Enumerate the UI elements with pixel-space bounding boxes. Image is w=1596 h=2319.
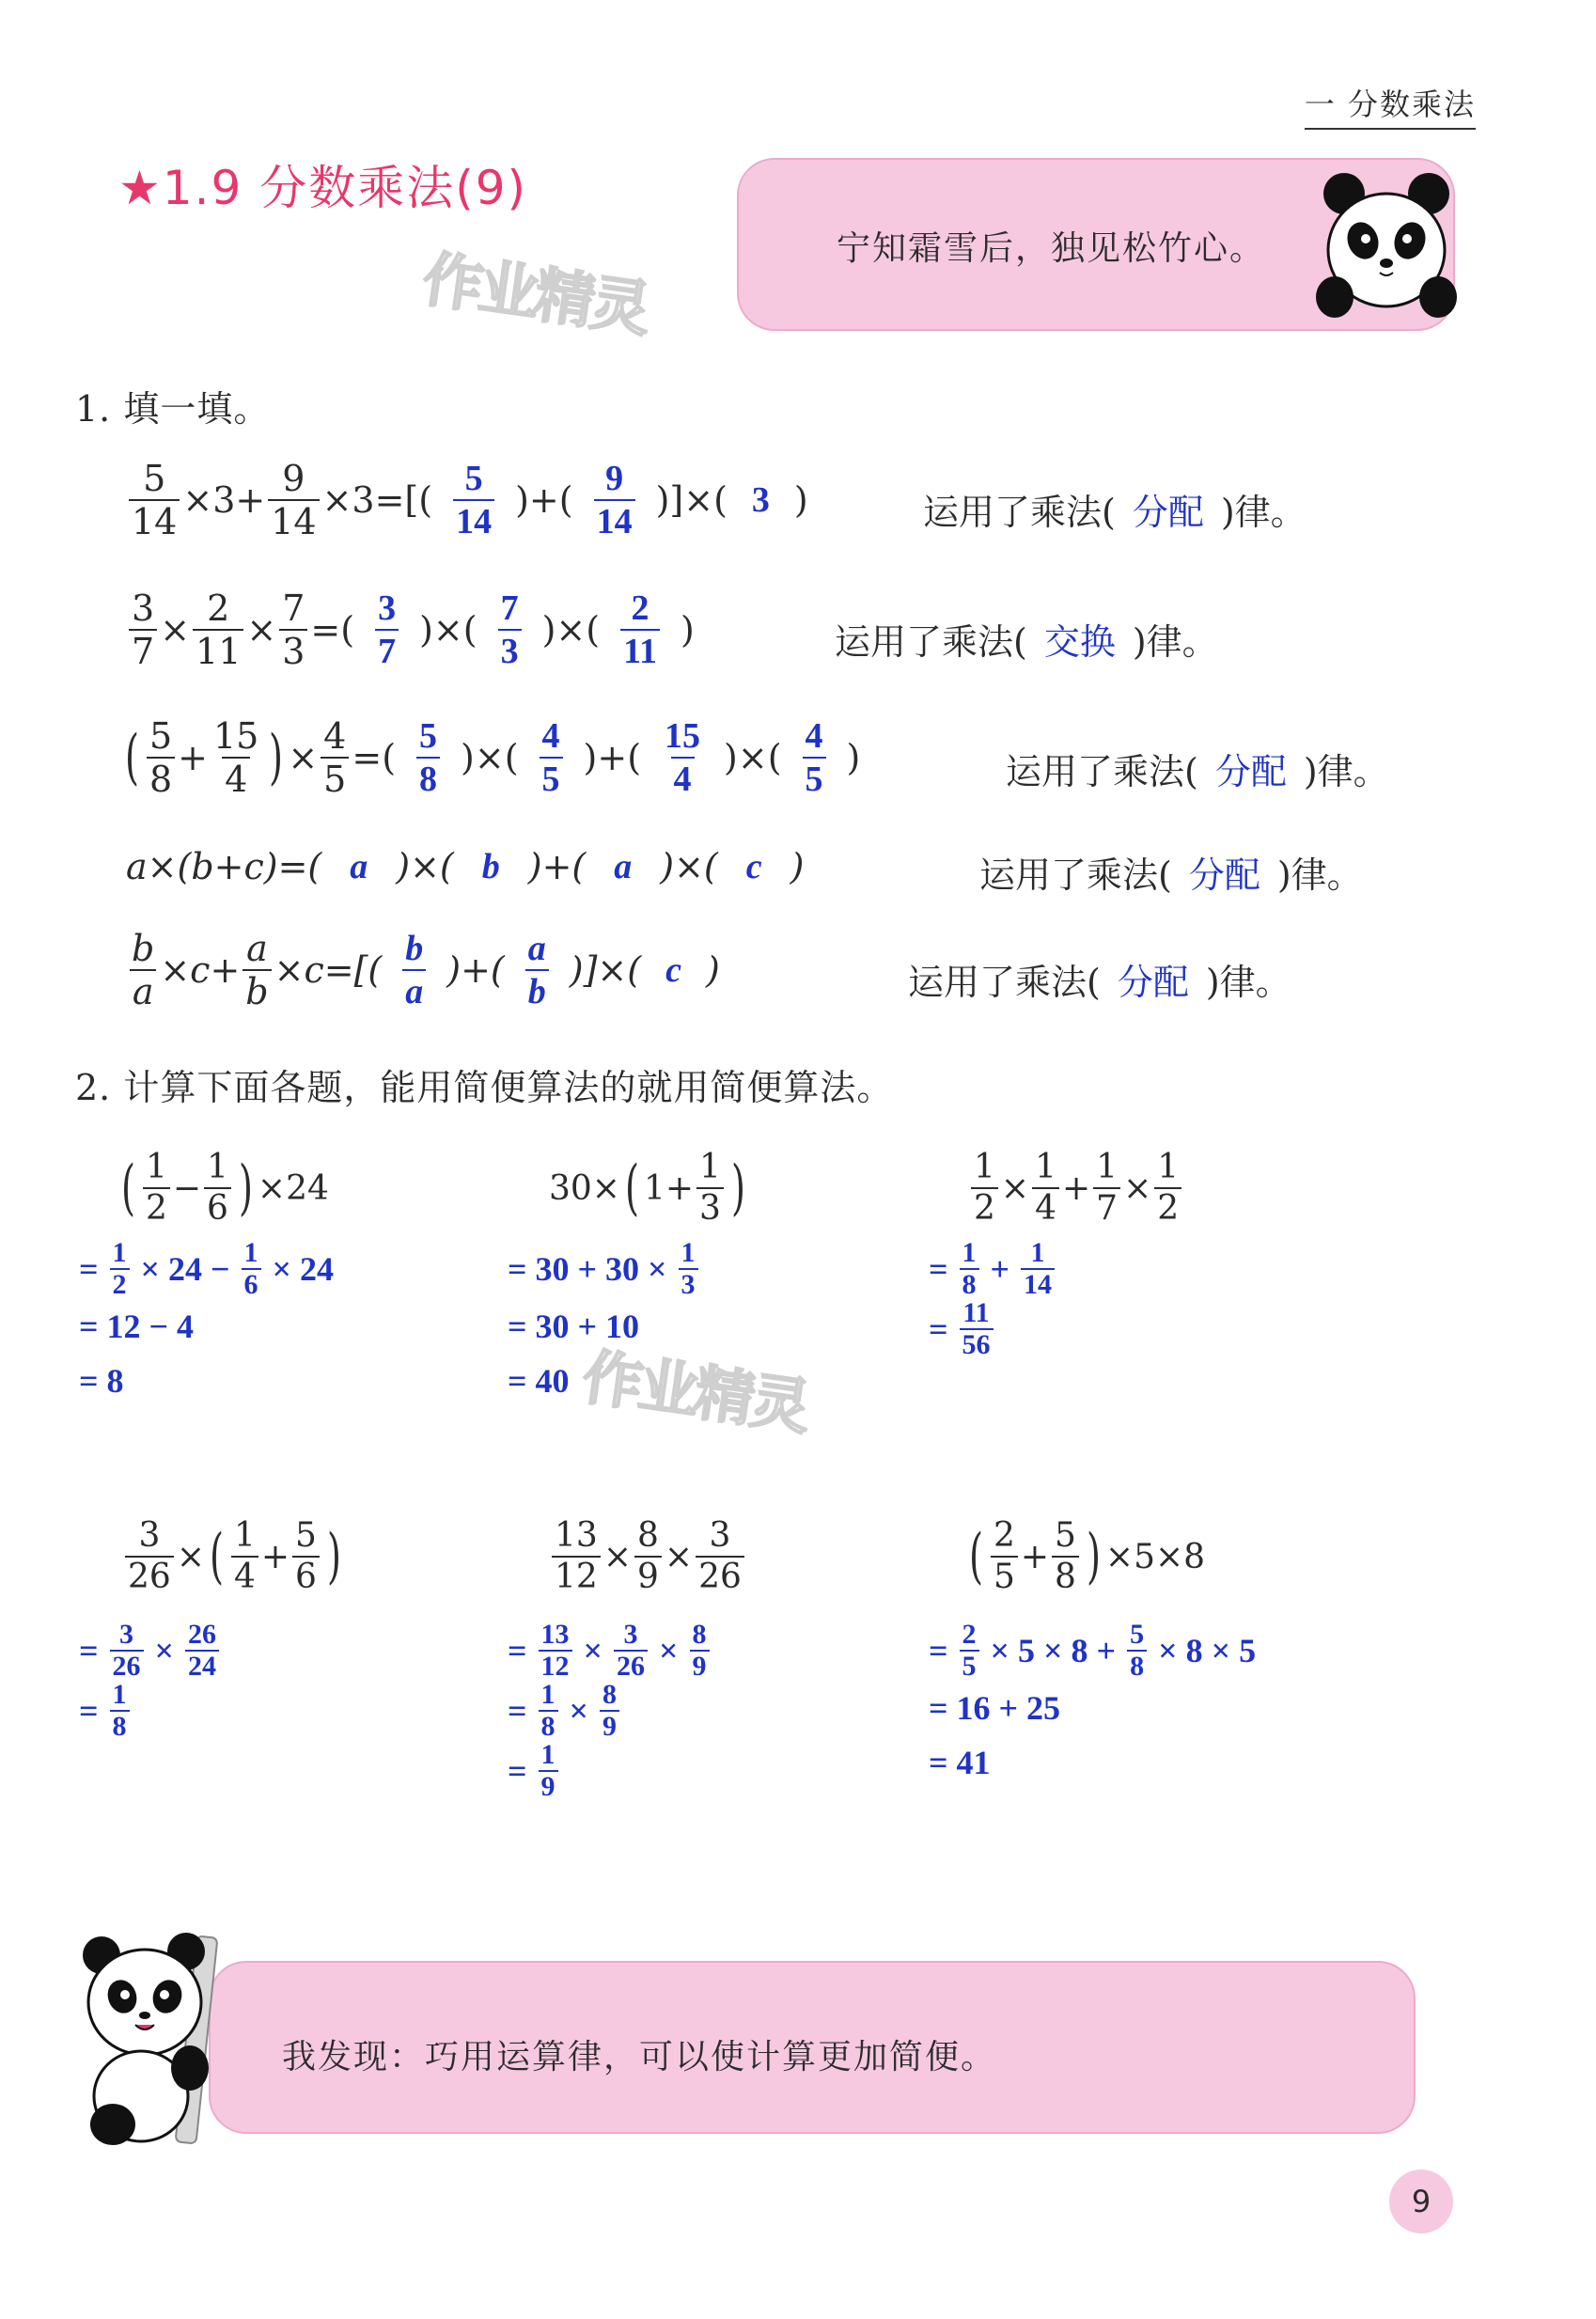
- chapter-heading: 一 分数乘法: [1305, 81, 1476, 130]
- answer-law-4: 分配: [1188, 856, 1260, 896]
- q1-row-2: 3 7 × 2 11 × 7 3 =( 3 7 )×( 7 3 )×( 2 11 ): [126, 590, 695, 669]
- q2-problem-1: ( 1 2 − 1 6 ) ×24: [120, 1148, 329, 1228]
- q1-row-1: 5 14 ×3+ 9 14 ×3=[( 5 14 )+( 9 14 )]×( 3 ): [126, 461, 808, 540]
- answer-law-3: 分配: [1214, 753, 1287, 792]
- star-icon: ★: [118, 161, 163, 215]
- q1-row-3: ( 5 8 + 15 4 ) × 4 5 =( 5 8 )×( 4 5 )+( 15 4 )×( 4 5 ): [124, 715, 861, 800]
- q1-row-5-law: 运用了乘法( 分配 )律。: [908, 953, 1291, 1005]
- lesson-title: [118, 150, 527, 218]
- q1-row-4: a×(b+c)=( a )×( b )+( a )×( c ): [126, 846, 805, 887]
- quote-text: 宁知霜雪后，独见松竹心。: [837, 229, 1266, 268]
- q2-solution-6: = 2 5 × 5 × 8 + 5 8 × 8 × 5 = 16 + 25 = 41: [929, 1619, 1257, 1781]
- q1-row-4-law: 运用了乘法( 分配 )律。: [979, 846, 1363, 898]
- q1-row-2-law: 运用了乘法( 交换 )律。: [835, 613, 1218, 665]
- finding-text: 我发现：巧用运算律，可以使计算更加简便。: [282, 2038, 997, 2076]
- lesson-title-text: 1.9 分数乘法(9): [162, 161, 528, 215]
- panda-pencil-icon: [75, 1918, 263, 2162]
- answer-law-5: 分配: [1117, 964, 1189, 1003]
- page-number: 9: [1389, 2170, 1453, 2233]
- answer-law-1: 分配: [1132, 494, 1204, 533]
- q2-problem-3: 1 2 × 1 4 + 1 7 × 1 2: [968, 1151, 1184, 1226]
- q1-row-3-law: 运用了乘法( 分配 )律。: [1006, 743, 1389, 794]
- q2-solution-5: = 13 12 × 3 26 × 8 9 = 1 8 × 8 9 = 1 9: [508, 1621, 712, 1801]
- question-1-title: 1. 填一填。: [75, 388, 271, 430]
- q2-problem-6: ( 2 5 + 5 8 ) ×5×8: [968, 1516, 1206, 1596]
- q2-problem-5: 13 12 × 8 9 × 3 26: [549, 1519, 747, 1594]
- watermark: 作业精灵: [418, 244, 652, 346]
- q2-solution-3: = 1 8 + 1 14 = 11 56: [929, 1239, 1057, 1359]
- q1-row-1-law: 运用了乘法( 分配 )律。: [923, 483, 1307, 535]
- watermark-2: 作业精灵: [578, 1342, 812, 1444]
- q1-row-5: b a ×c+ a b ×c=[( b a )+( a b )]×( c ): [126, 931, 720, 1010]
- answer-law-2: 交换: [1043, 623, 1116, 663]
- question-2-title: 2. 计算下面各题，能用简便算法的就用简便算法。: [75, 1067, 894, 1108]
- q2-solution-1: = 1 2 × 24 − 1 6 × 24 = 12 − 4 = 8: [79, 1237, 335, 1400]
- panda-icon: [1316, 165, 1457, 325]
- q2-solution-4: = 3 26 × 26 24 = 1 8: [79, 1621, 222, 1741]
- q2-solution-2: = 30 + 30 × 1 3 = 30 + 10 = 40: [508, 1239, 701, 1408]
- q2-problem-4: 3 26 × ( 1 4 + 5 6 ): [122, 1519, 346, 1594]
- q2-problem-2: 30× ( 1+ 1 3 ): [549, 1148, 745, 1228]
